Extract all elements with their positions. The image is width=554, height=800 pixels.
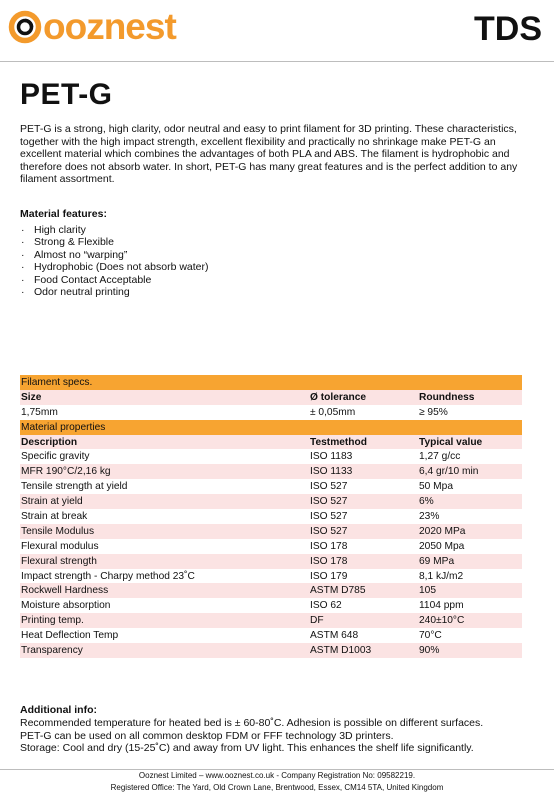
table-cell: Printing temp.: [20, 613, 309, 628]
table-row: [20, 509, 522, 524]
table-row: [20, 464, 522, 479]
table-cell: 8,1 kJ/m2: [418, 569, 522, 584]
column-header: Description: [20, 435, 309, 450]
list-item: · Strong & Flexible: [20, 236, 535, 248]
table-cell: 1104 ppm: [418, 598, 522, 613]
brand-name: ooznest: [43, 6, 176, 47]
table-header-row: [20, 390, 522, 405]
table-cell: 70°C: [418, 628, 522, 643]
filament-specs-heading: Filament specs.: [20, 375, 522, 390]
product-title: PET-G: [20, 78, 113, 111]
table-row: [20, 569, 522, 584]
ooznest-logo-icon: [8, 10, 42, 44]
additional-info-line: Recommended temperature for heated bed is ± 60-80˚C. Adhesion is possible on different surfaces.: [20, 717, 484, 730]
list-item: · High clarity: [20, 224, 535, 236]
table-cell: Flexural modulus: [20, 539, 309, 554]
footer-address-line: Registered Office: The Yard, Old Crown Lane, Brentwood, Essex, CM14 5TA, United Kingdom: [110, 783, 444, 792]
product-intro: PET-G is a strong, high clarity, odor neutral and easy to print filament for 3D printing. These characteristics, together with the high impact strength, excellent flexibility and practically no shrinkage make PET-G an excellent material which combines the advantages of both PLA and ABS. The filament is hydrophobic and therefore does not absorb water. In short, PET-G has many great features and is the perfect addition to any filament assortment.: [20, 123, 518, 186]
footer-company-line: Ooznest Limited – www.ooznest.co.uk - Company Registration No: 09582219.: [138, 771, 416, 780]
features-heading: Material features:: [20, 207, 107, 220]
table-cell: 23%: [418, 509, 522, 524]
table-row: [20, 628, 522, 643]
table-cell: 2050 Mpa: [418, 539, 522, 554]
table-cell: 1,27 g/cc: [418, 449, 522, 464]
table-cell: DF: [309, 613, 418, 628]
table-cell: ISO 178: [309, 554, 418, 569]
column-header: Typical value: [418, 435, 522, 450]
list-item: · Odor neutral printing: [20, 286, 535, 298]
additional-info-heading: Additional info:: [20, 704, 97, 716]
table-row: [20, 449, 522, 464]
table-cell: ASTM D785: [309, 583, 418, 598]
column-header: Testmethod: [309, 435, 418, 450]
table-row: [20, 494, 522, 509]
list-item: · Food Contact Acceptable: [20, 274, 535, 286]
table-row: [20, 583, 522, 598]
table-cell: ISO 179: [309, 569, 418, 584]
table-cell: Tensile strength at yield: [20, 479, 309, 494]
table-cell: 105: [418, 583, 522, 598]
table-cell: ≥ 95%: [418, 405, 522, 420]
column-header: Roundness: [418, 390, 522, 405]
material-properties-heading: Material properties: [20, 420, 522, 435]
table-cell: Specific gravity: [20, 449, 309, 464]
main-content: [20, 62, 535, 298]
section-header-row: [20, 420, 522, 435]
list-item: · Hydrophobic (Does not absorb water): [20, 261, 535, 273]
features-list: [20, 224, 535, 298]
table-cell: Heat Deflection Temp: [20, 628, 309, 643]
table-cell: Strain at break: [20, 509, 309, 524]
table-cell: ISO 527: [309, 479, 418, 494]
column-header: Size: [20, 390, 309, 405]
table-cell: 50 Mpa: [418, 479, 522, 494]
table-cell: 69 MPa: [418, 554, 522, 569]
table-row: [20, 405, 522, 420]
table-cell: ASTM D1003: [309, 643, 418, 658]
table-cell: Moisture absorption: [20, 598, 309, 613]
specs-table: [20, 375, 522, 658]
table-cell: ISO 527: [309, 509, 418, 524]
table-cell: ISO 1183: [309, 449, 418, 464]
list-item: · Almost no “warping”: [20, 249, 535, 261]
additional-info-line: PET-G can be used on all common desktop FDM or FFF technology 3D printers.: [20, 729, 394, 742]
table-cell: ISO 527: [309, 524, 418, 539]
table-cell: 6%: [418, 494, 522, 509]
table-row: [20, 554, 522, 569]
table-cell: Impact strength - Charpy method 23˚C: [20, 569, 309, 584]
footer: [0, 770, 554, 794]
additional-info-line: Storage: Cool and dry (15-25˚C) and away from UV light. This enhances the shelf life significantly.: [20, 741, 474, 754]
table-cell: ISO 527: [309, 494, 418, 509]
table-row: [20, 539, 522, 554]
table-cell: ± 0,05mm: [309, 405, 418, 420]
table-cell: Tensile Modulus: [20, 524, 309, 539]
table-row: [20, 598, 522, 613]
table-cell: 6,4 gr/10 min: [418, 464, 522, 479]
brand-logo: [8, 6, 176, 47]
table-cell: Transparency: [20, 643, 309, 658]
section-header-row: [20, 375, 522, 390]
table-row: [20, 524, 522, 539]
table-cell: 1,75mm: [20, 405, 309, 420]
table-cell: ISO 178: [309, 539, 418, 554]
table-cell: Flexural strength: [20, 554, 309, 569]
table-cell: Rockwell Hardness: [20, 583, 309, 598]
table-row: [20, 613, 522, 628]
table-cell: 240±10°C: [418, 613, 522, 628]
additional-info: [20, 704, 535, 754]
table-cell: ASTM 648: [309, 628, 418, 643]
table-cell: Strain at yield: [20, 494, 309, 509]
table-row: [20, 643, 522, 658]
table-cell: MFR 190°C/2,16 kg: [20, 464, 309, 479]
table-header-row: [20, 435, 522, 450]
table-cell: 90%: [418, 643, 522, 658]
table-cell: 2020 MPa: [418, 524, 522, 539]
doc-type-label: TDS: [474, 10, 542, 48]
column-header: Ø tolerance: [309, 390, 418, 405]
table-row: [20, 479, 522, 494]
table-cell: ISO 62: [309, 598, 418, 613]
table-cell: ISO 1133: [309, 464, 418, 479]
header: [0, 0, 554, 62]
